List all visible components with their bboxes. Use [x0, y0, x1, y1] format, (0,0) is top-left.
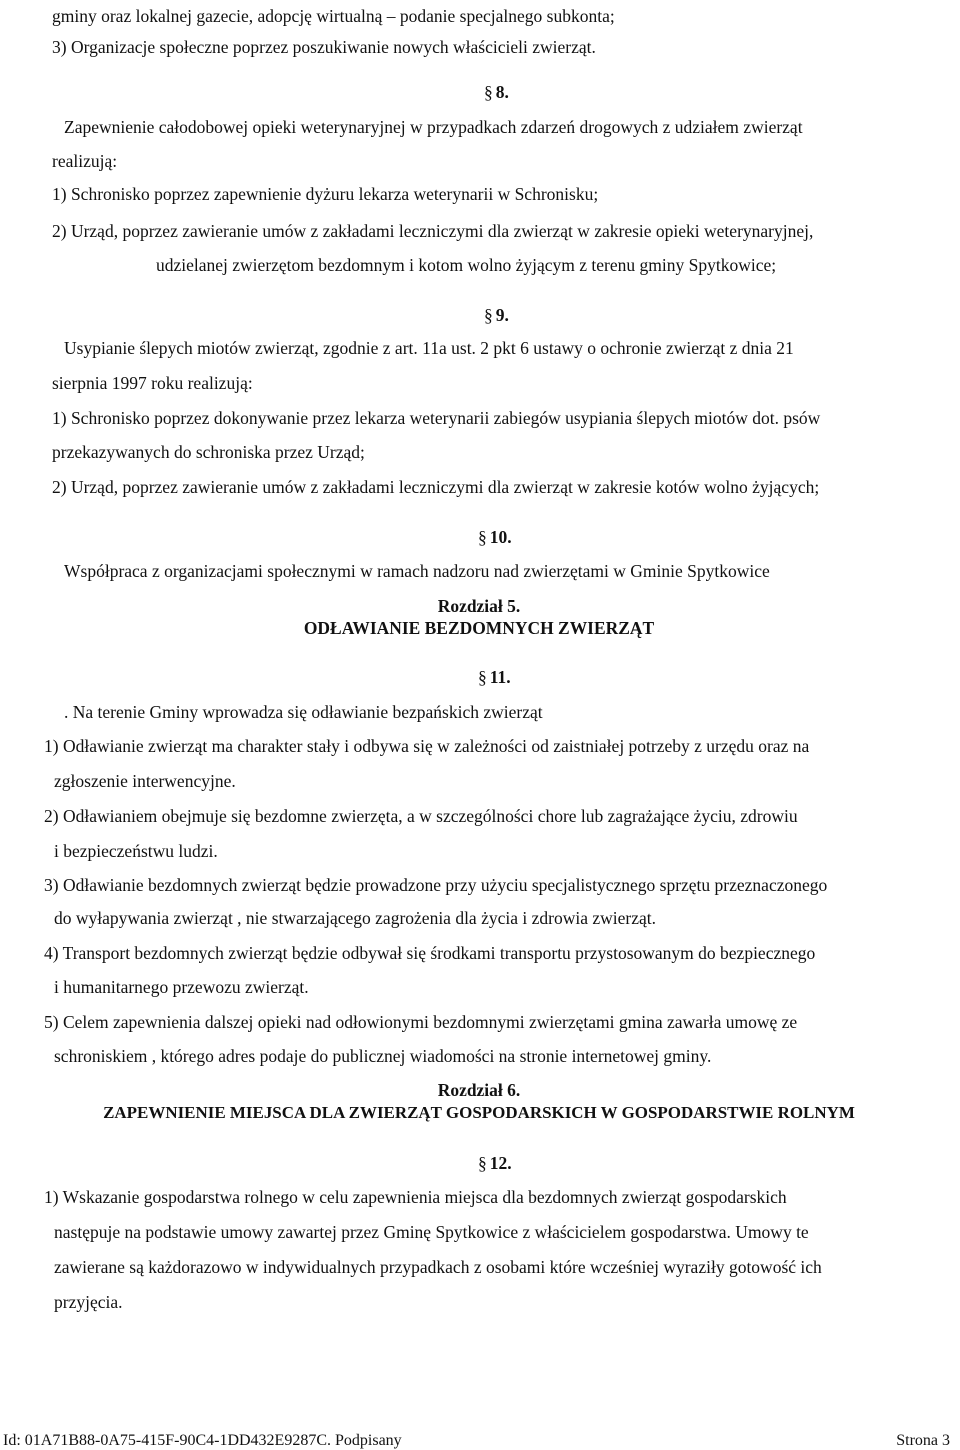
paragraph-line: do wyłapywania zwierząt , nie stwarzającego zagrożenia dla życia i zdrowia zwierząt.: [54, 908, 656, 928]
paragraph-line: Usypianie ślepych miotów zwierząt, zgodnie z art. 11a ust. 2 pkt 6 ustawy o ochronie zwierząt z dnia 21: [64, 338, 794, 358]
chapter-5-title: ODŁAWIANIE BEZDOMNYCH ZWIERZĄT: [303, 618, 655, 638]
paragraph-line: zawierane są każdorazowo w indywidualnych przypadkach z osobami które wcześniej wyraziły gotowość ich: [54, 1257, 822, 1277]
paragraph-line: następuje na podstawie umowy zawartej przez Gminę Spytkowice z właścicielem gospodarstwa. Umowy te: [54, 1222, 809, 1242]
list-item: 2) Urząd, poprzez zawieranie umów z zakładami leczniczymi dla zwierząt w zakresie opieki weterynaryjnej,: [52, 221, 814, 241]
section-heading-8: § 8.: [484, 82, 509, 102]
paragraph-line: przekazywanych do schroniska przez Urząd;: [52, 442, 365, 462]
chapter-6-label: Rozdział 6.: [437, 1080, 521, 1100]
list-item: 1) Odławianie zwierząt ma charakter stały i odbywa się w zależności od zaistniałej potrzeby z urzędu oraz na: [44, 736, 810, 756]
paragraph-line: sierpnia 1997 roku realizują:: [52, 373, 253, 393]
section-heading-9: § 9.: [484, 305, 509, 325]
paragraph-line: udzielanej zwierzętom bezdomnym i kotom wolno żyjącym z terenu gminy Spytkowice;: [156, 255, 777, 275]
paragraph-line: schroniskiem , którego adres podaje do publicznej wiadomości na stronie internetowej gminy.: [54, 1046, 712, 1066]
chapter-6-title: ZAPEWNIENIE MIEJSCA DLA ZWIERZĄT GOSPODARSKICH W GOSPODARSTWIE ROLNYM: [103, 1103, 855, 1122]
paragraph-line: i humanitarnego przewozu zwierząt.: [54, 977, 309, 997]
paragraph-line: zgłoszenie interwencyjne.: [54, 771, 236, 791]
chapter-5-label: Rozdział 5.: [437, 596, 521, 616]
list-item: 1) Wskazanie gospodarstwa rolnego w celu zapewnienia miejsca dla bezdomnych zwierząt gospodarskich: [44, 1187, 787, 1207]
section-heading-12: § 12.: [478, 1153, 512, 1173]
paragraph-line: gminy oraz lokalnej gazecie, adopcję wirtualną – podanie specjalnego subkonta;: [52, 6, 615, 26]
paragraph-line: realizują:: [52, 151, 118, 171]
list-item: 5) Celem zapewnienia dalszej opieki nad odłowionymi bezdomnymi zwierzętami gmina zawarła umowę ze: [44, 1012, 798, 1032]
paragraph-line: Współpraca z organizacjami społecznymi w ramach nadzoru nad zwierzętami w Gminie Spytkowice: [64, 561, 770, 581]
paragraph-line: . Na terenie Gminy wprowadza się odławianie bezpańskich zwierząt: [64, 702, 543, 722]
list-item: 1) Schronisko poprzez zapewnienie dyżuru lekarza weterynarii w Schronisku;: [52, 184, 599, 204]
paragraph-line: 3) Organizacje społeczne poprzez poszukiwanie nowych właścicieli zwierząt.: [52, 37, 596, 57]
footer-page-number: Strona 3: [896, 1432, 950, 1449]
list-item: 2) Urząd, poprzez zawieranie umów z zakładami leczniczymi dla zwierząt w zakresie kotów wolno żyjących;: [52, 477, 820, 497]
footer-document-id: Id: 01A71B88-0A75-415F-90C4-1DD432E9287C. Podpisany: [3, 1432, 402, 1449]
list-item: 3) Odławianie bezdomnych zwierząt będzie prowadzone przy użyciu specjalistycznego sprzętu przeznaczonego: [44, 875, 828, 895]
section-heading-10: § 10.: [478, 527, 512, 547]
section-heading-11: § 11.: [478, 667, 511, 687]
list-item: 4) Transport bezdomnych zwierząt będzie odbywał się środkami transportu przystosowanym do bezpiecznego: [44, 943, 816, 963]
list-item: 2) Odławianiem obejmuje się bezdomne zwierzęta, a w szczególności chore lub zagrażające życiu, zdrowiu: [44, 806, 798, 826]
paragraph-line: przyjęcia.: [54, 1292, 123, 1312]
list-item: 1) Schronisko poprzez dokonywanie przez lekarza weterynarii zabiegów usypiania ślepych miotów dot. psów: [52, 408, 821, 428]
paragraph-line: Zapewnienie całodobowej opieki weterynaryjnej w przypadkach zdarzeń drogowych z udziałem zwierząt: [64, 117, 803, 137]
paragraph-line: i bezpieczeństwu ludzi.: [54, 841, 218, 861]
